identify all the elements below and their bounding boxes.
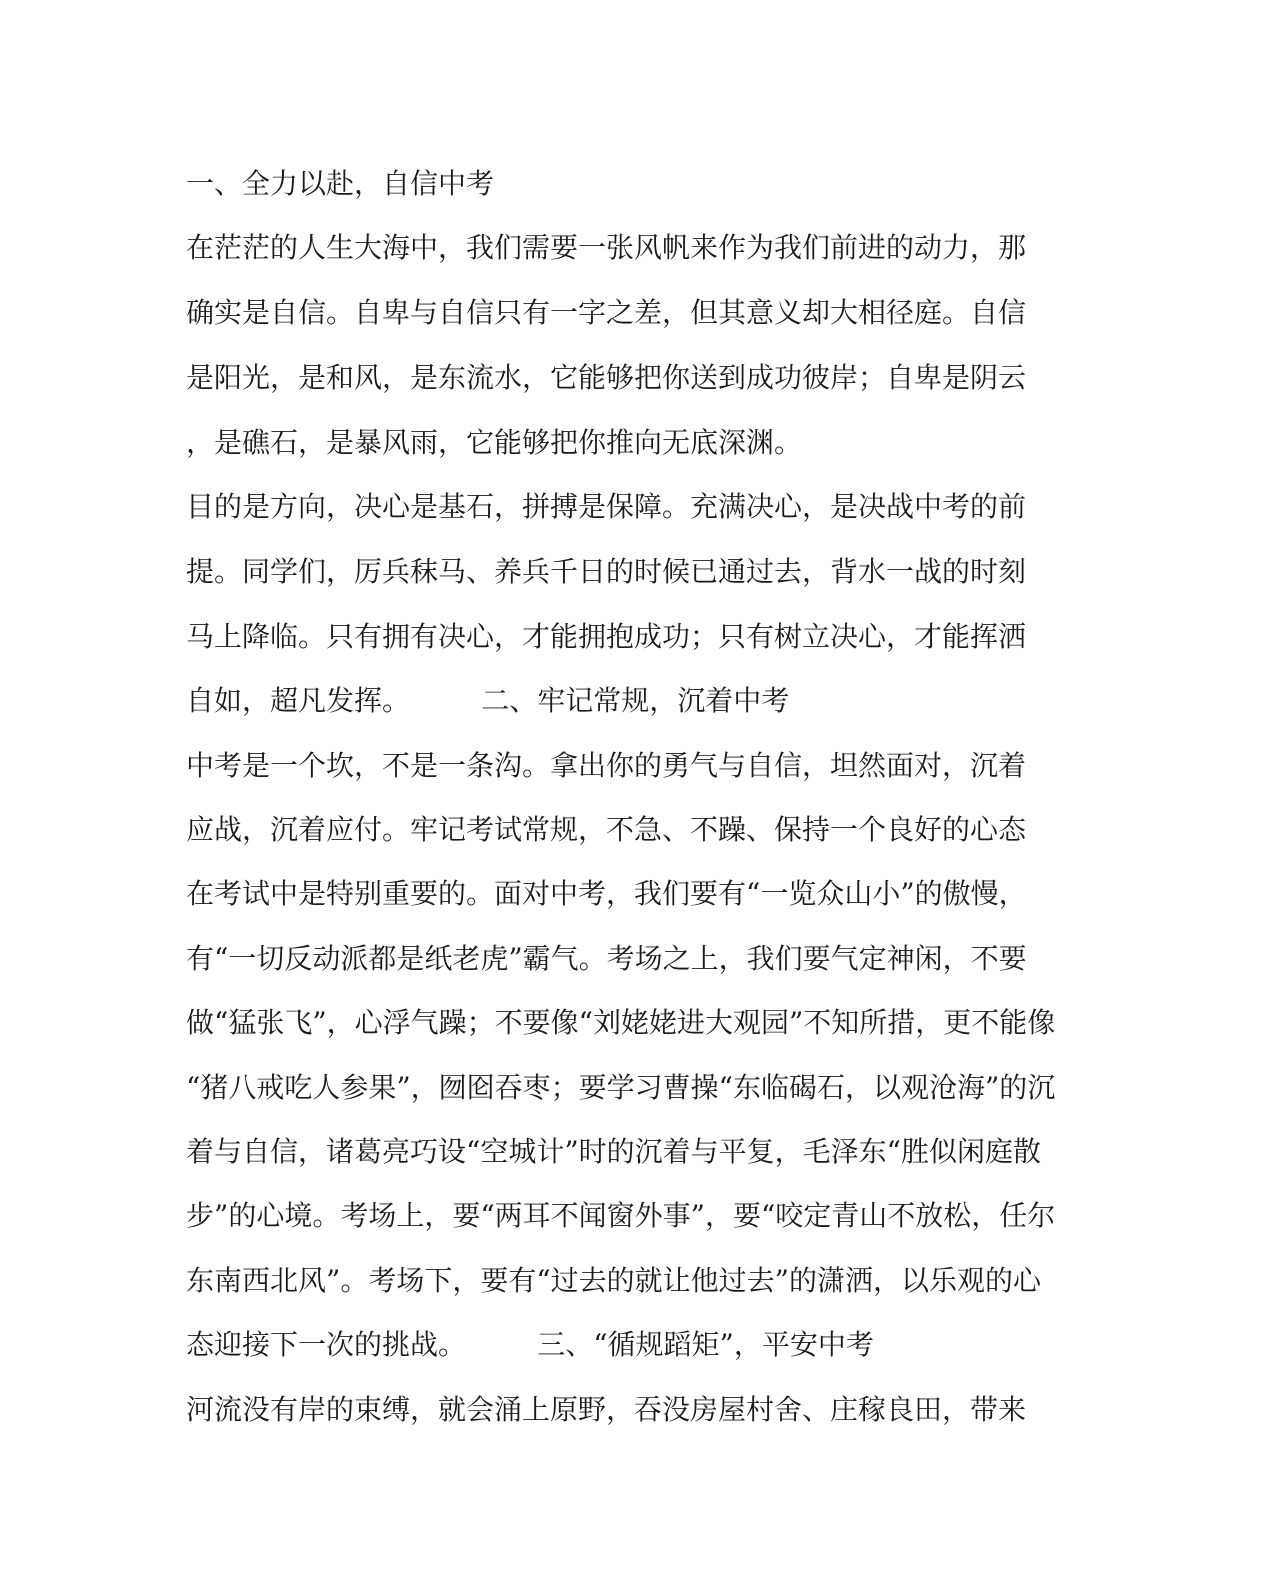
text-line: 确实是自信。自卑与自信只有一字之差，但其意义却大相径庭。自信	[186, 296, 1027, 329]
text-line: 应战，沉着应付。牢记考试常规，不急、不躁、保持一个良好的心态	[186, 813, 1027, 846]
text-line: 目的是方向，决心是基石，拼搏是保障。充满决心，是决战中考的前	[186, 490, 1027, 523]
text-line: “猪八戒吃人参果”，囫囵吞枣；要学习曹操“东临碣石，以观沧海”的沉	[186, 1071, 1056, 1104]
text-line: 是阳光，是和风，是东流水，它能够把你送到成功彼岸；自卑是阴云	[186, 361, 1027, 394]
text-line: ，是礁石，是暴风雨，它能够把你推向无底深渊。	[186, 426, 803, 459]
text-line: 一、全力以赴，自信中考	[186, 167, 495, 200]
text-line: 有“一切反动派都是纸老虎”霸气。考场之上，我们要气定神闲，不要	[186, 942, 1027, 975]
text-line: 做“猛张飞”，心浮气躁；不要像“刘姥姥进大观园”不知所措，更不能像	[186, 1006, 1056, 1039]
text-line: 东南西北风”。考场下，要有“过去的就让他过去”的潇洒，以乐观的心	[186, 1264, 1041, 1297]
text-line: 在考试中是特别重要的。面对中考，我们要有“一览众山小”的傲慢，	[186, 877, 1027, 910]
text-line: 态迎接下一次的挑战。 三、“循规蹈矩”，平安中考	[186, 1328, 874, 1361]
text-line: 着与自信，诸葛亮巧设“空城计”时的沉着与平复，毛泽东“胜似闲庭散	[186, 1135, 1041, 1168]
text-line: 中考是一个坎，不是一条沟。拿出你的勇气与自信，坦然面对，沉着	[186, 749, 1027, 782]
text-line: 马上降临。只有拥有决心，才能拥抱成功；只有树立决心，才能挥洒	[186, 620, 1027, 653]
text-line: 河流没有岸的束缚，就会涌上原野，吞没房屋村舍、庄稼良田，带来	[186, 1393, 1027, 1426]
text-line: 步”的心境。考场上，要“两耳不闻窗外事”，要“咬定青山不放松，任尔	[186, 1199, 1056, 1232]
text-line: 在茫茫的人生大海中，我们需要一张风帆来作为我们前进的动力，那	[186, 231, 1027, 264]
text-line: 提。同学们，厉兵秣马、养兵千日的时候已通过去，背水一战的时刻	[186, 555, 1027, 588]
text-line: 自如，超凡发挥。 二、牢记常规，沉着中考	[186, 684, 790, 717]
